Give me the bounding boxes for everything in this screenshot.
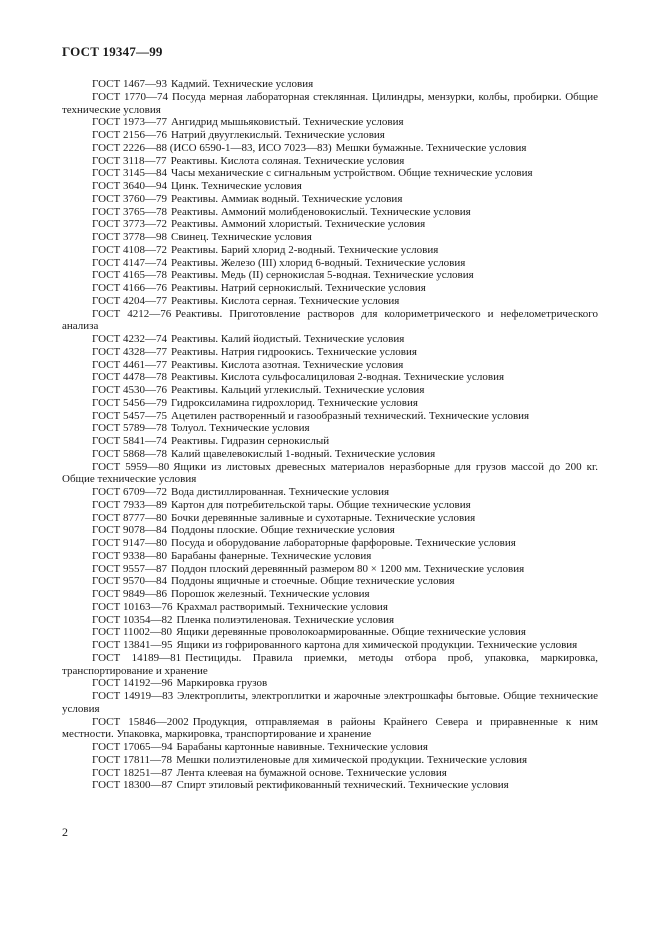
reference-title: Ангидрид мышьяковистый. Технические условия — [170, 116, 404, 129]
reference-code: ГОСТ 3778—98 — [92, 231, 167, 243]
page-number: 2 — [62, 825, 68, 839]
reference-item — [62, 461, 598, 487]
reference-title: Поддоны ящичные и стоечные. Общие технические условия — [170, 575, 455, 588]
reference-code: ГОСТ 18300—87 — [92, 779, 173, 792]
reference-code: ГОСТ 4204—77 — [92, 294, 167, 307]
reference-item — [62, 588, 598, 601]
reference-item — [62, 512, 598, 525]
reference-title: Реактивы. Аммоний хлористый. Технические условия — [170, 218, 426, 231]
reference-code: ГОСТ 9557—87 — [92, 562, 167, 575]
reference-item — [62, 206, 598, 219]
reference-title: Реактивы. Натрий сернокислый. Технические условия — [170, 282, 426, 294]
reference-title: Барабаны картонные навивные. Технические условия — [176, 741, 428, 753]
reference-item — [62, 295, 598, 308]
reference-title: Спирт этиловый ректификованный технический. Технические условия — [176, 779, 509, 792]
reference-title: Электроплиты, электроплитки и жарочные электрошкафы бытовые. Общие технические условия — [62, 690, 598, 715]
reference-title: Продукция, отправляемая в районы Крайнего Севера и приравненные к ним местности. Упаковка, маркировка, транспортирование и хранение — [62, 715, 598, 741]
reference-item — [62, 155, 598, 168]
reference-title: Реактивы. Кислота серная. Технические условия — [170, 294, 400, 307]
reference-code: ГОСТ 1973—77 — [92, 116, 167, 129]
reference-code: ГОСТ 5868—78 — [92, 447, 167, 460]
reference-title: Мешки бумажные. Технические условия — [335, 141, 527, 154]
reference-code: ГОСТ 14189—81 — [92, 651, 182, 664]
reference-code: ГОСТ 5841—74 — [92, 435, 167, 447]
reference-code: ГОСТ 4530—76 — [92, 384, 167, 396]
reference-code: ГОСТ 17811—78 — [92, 753, 173, 766]
reference-title: Бочки деревянные заливные и сухотарные. Технические условия — [170, 511, 476, 524]
reference-item — [62, 167, 598, 180]
reference-item — [62, 448, 598, 461]
reference-item — [62, 767, 598, 780]
reference-item — [62, 231, 598, 244]
reference-code: ГОСТ 4147—74 — [92, 256, 167, 269]
reference-code: ГОСТ 4461—77 — [92, 358, 167, 371]
reference-title: Кадмий. Технические условия — [170, 78, 314, 90]
reference-title: Реактивы. Кальций углекислый. Технические условия — [170, 384, 425, 396]
reference-item — [62, 78, 598, 91]
reference-item — [62, 639, 598, 652]
reference-title: Натрий двууглекислый. Технические условия — [170, 129, 385, 141]
reference-title: Реактивы. Аммиак водный. Технические условия — [170, 192, 403, 205]
reference-code: ГОСТ 11002—80 — [92, 626, 173, 639]
reference-title: Ящики из гофрированного картона для химической продукции. Технические условия — [176, 639, 578, 651]
reference-code: ГОСТ 3145—84 — [92, 167, 167, 180]
reference-title: Цинк. Технические условия — [170, 180, 302, 192]
reference-item — [62, 677, 598, 690]
reference-code: ГОСТ 3760—79 — [92, 192, 167, 205]
reference-item — [62, 116, 598, 129]
reference-title: Барабаны фанерные. Технические условия — [170, 549, 372, 562]
reference-title: Порошок железный. Технические условия — [170, 588, 370, 600]
reference-item — [62, 690, 598, 716]
reference-item — [62, 499, 598, 512]
page-header: ГОСТ 19347—99 — [62, 44, 163, 59]
reference-code: ГОСТ 15846—2002 — [92, 715, 189, 728]
reference-title: Мешки полиэтиленовые для химической продукции. Технические условия — [176, 753, 528, 766]
reference-item — [62, 422, 598, 435]
reference-item — [62, 257, 598, 270]
reference-item — [62, 626, 598, 639]
reference-item — [62, 359, 598, 372]
reference-item — [62, 435, 598, 448]
reference-code: ГОСТ 1467—93 — [92, 78, 167, 90]
reference-item — [62, 397, 598, 410]
reference-title: Ящики из листовых древесных материалов неразборные для грузов массой до 200 кг. Общие технические условия — [62, 460, 598, 486]
reference-item — [62, 346, 598, 359]
reference-item — [62, 269, 598, 282]
reference-title: Пленка полиэтиленовая. Технические условия — [176, 613, 395, 626]
reference-title: Реактивы. Приготовление растворов для колориметрического и нефелометрического анализа — [62, 307, 598, 333]
reference-code: ГОСТ 5457—75 — [92, 409, 167, 422]
reference-code: ГОСТ 10354—82 — [92, 613, 173, 626]
reference-item — [62, 563, 598, 576]
reference-item — [62, 741, 598, 754]
reference-title: Маркировка грузов — [176, 677, 268, 690]
reference-title: Посуда и оборудование лабораторные фарфоровые. Технические условия — [170, 537, 516, 549]
reference-item — [62, 308, 598, 334]
reference-title: Посуда мерная лабораторная стеклянная. Цилиндры, мензурки, колбы, пробирки. Общие технические условия — [62, 90, 598, 116]
reference-title: Реактивы. Натрия гидроокись. Технические условия — [170, 345, 417, 358]
reference-item — [62, 218, 598, 231]
reference-code: ГОСТ 4165—78 — [92, 269, 167, 282]
reference-title: Реактивы. Медь (II) сернокислая 5-водная. Технические условия — [170, 269, 474, 282]
reference-code: ГОСТ 3640—94 — [92, 180, 167, 192]
reference-title: Реактивы. Гидразин сернокислый — [170, 435, 330, 447]
reference-code: ГОСТ 4328—77 — [92, 345, 167, 358]
reference-title: Толуол. Технические условия — [170, 422, 310, 435]
reference-code: ГОСТ 4166—76 — [92, 282, 167, 294]
reference-code: ГОСТ 4108—72 — [92, 243, 167, 256]
reference-code: ГОСТ 9078—84 — [92, 524, 167, 537]
reference-title: Вода дистиллированная. Технические условия — [170, 486, 390, 498]
reference-code: ГОСТ 3765—78 — [92, 205, 167, 218]
reference-title: Лента клеевая на бумажной основе. Технические условия — [176, 766, 447, 779]
reference-code: ГОСТ 9849—86 — [92, 588, 167, 600]
reference-item — [62, 486, 598, 499]
reference-item — [62, 371, 598, 384]
reference-title: Поддоны плоские. Общие технические условия — [170, 524, 395, 537]
reference-code: ГОСТ 4212—76 — [92, 307, 172, 320]
reference-item — [62, 537, 598, 550]
reference-title: Картон для потребительской тары. Общие технические условия — [170, 498, 471, 511]
reference-title: Поддон плоский деревянный размером 80 × 1200 мм. Технические условия — [170, 562, 525, 575]
reference-code: ГОСТ 14192—96 — [92, 677, 173, 690]
reference-item — [62, 652, 598, 678]
reference-item — [62, 193, 598, 206]
reference-code: ГОСТ 3118—77 — [92, 154, 167, 167]
reference-item — [62, 333, 598, 346]
reference-item — [62, 716, 598, 742]
reference-title: Калий щавелевокислый 1-водный. Технические условия — [170, 447, 436, 460]
reference-title: Часы механические с сигнальным устройством. Общие технические условия — [170, 167, 533, 180]
reference-code: ГОСТ 5789—78 — [92, 422, 167, 435]
reference-item — [62, 410, 598, 423]
reference-item — [62, 142, 598, 155]
reference-item — [62, 575, 598, 588]
reference-code: ГОСТ 4478—78 — [92, 371, 167, 384]
reference-code: ГОСТ 9338—80 — [92, 549, 167, 562]
reference-code: ГОСТ 7933—89 — [92, 498, 167, 511]
reference-code: ГОСТ 13841—95 — [92, 639, 173, 651]
reference-code: ГОСТ 17065—94 — [92, 741, 173, 753]
reference-title: Пестициды. Правила приемки, методы отбора проб, упаковка, маркировка, транспортирование и хранение — [62, 651, 598, 677]
reference-code: ГОСТ 14919—83 — [92, 690, 174, 702]
reference-code: ГОСТ 9147—80 — [92, 537, 167, 549]
reference-code: ГОСТ 1770—74 — [92, 90, 168, 103]
reference-title: Реактивы. Кислота сульфосалициловая 2-водная. Технические условия — [170, 371, 505, 384]
reference-code: ГОСТ 8777—80 — [92, 511, 167, 524]
reference-title: Ящики деревянные проволокоармированные. Общие технические условия — [176, 626, 526, 639]
reference-item — [62, 614, 598, 627]
reference-item — [62, 282, 598, 295]
reference-item — [62, 524, 598, 537]
reference-code: ГОСТ 9570—84 — [92, 575, 167, 588]
reference-code: ГОСТ 4232—74 — [92, 333, 167, 345]
reference-code: ГОСТ 2156—76 — [92, 129, 167, 141]
reference-item — [62, 754, 598, 767]
reference-code: ГОСТ 5959—80 — [92, 460, 170, 473]
reference-title: Крахмал растворимый. Технические условия — [176, 600, 388, 613]
reference-item — [62, 550, 598, 563]
reference-title: Реактивы. Барий хлорид 2-водный. Технические условия — [170, 243, 439, 256]
reference-title: Свинец. Технические условия — [170, 231, 312, 243]
reference-title: Реактивы. Калий йодистый. Технические условия — [170, 333, 405, 345]
reference-item — [62, 244, 598, 257]
reference-item — [62, 779, 598, 792]
reference-title: Реактивы. Железо (III) хлорид 6-водный. Технические условия — [170, 256, 466, 269]
reference-code: ГОСТ 6709—72 — [92, 486, 167, 498]
reference-title: Реактивы. Кислота азотная. Технические условия — [170, 358, 404, 371]
reference-item — [62, 129, 598, 142]
reference-code: ГОСТ 2226—88 (ИСО 6590-1—83, ИСО 7023—83) — [92, 141, 332, 154]
reference-code: ГОСТ 18251—87 — [92, 766, 173, 779]
reference-title: Гидроксиламина гидрохлорид. Технические условия — [170, 396, 418, 409]
normative-references-list — [62, 78, 598, 792]
reference-item — [62, 180, 598, 193]
reference-item — [62, 91, 598, 117]
reference-title: Реактивы. Кислота соляная. Технические условия — [170, 154, 405, 167]
reference-code: ГОСТ 5456—79 — [92, 396, 167, 409]
reference-title: Реактивы. Аммоний молибденовокислый. Технические условия — [170, 205, 471, 218]
reference-item — [62, 384, 598, 397]
reference-code: ГОСТ 10163—76 — [92, 600, 173, 613]
reference-title: Ацетилен растворенный и газообразный технический. Технические условия — [170, 409, 530, 422]
reference-item — [62, 601, 598, 614]
reference-code: ГОСТ 3773—72 — [92, 218, 167, 231]
